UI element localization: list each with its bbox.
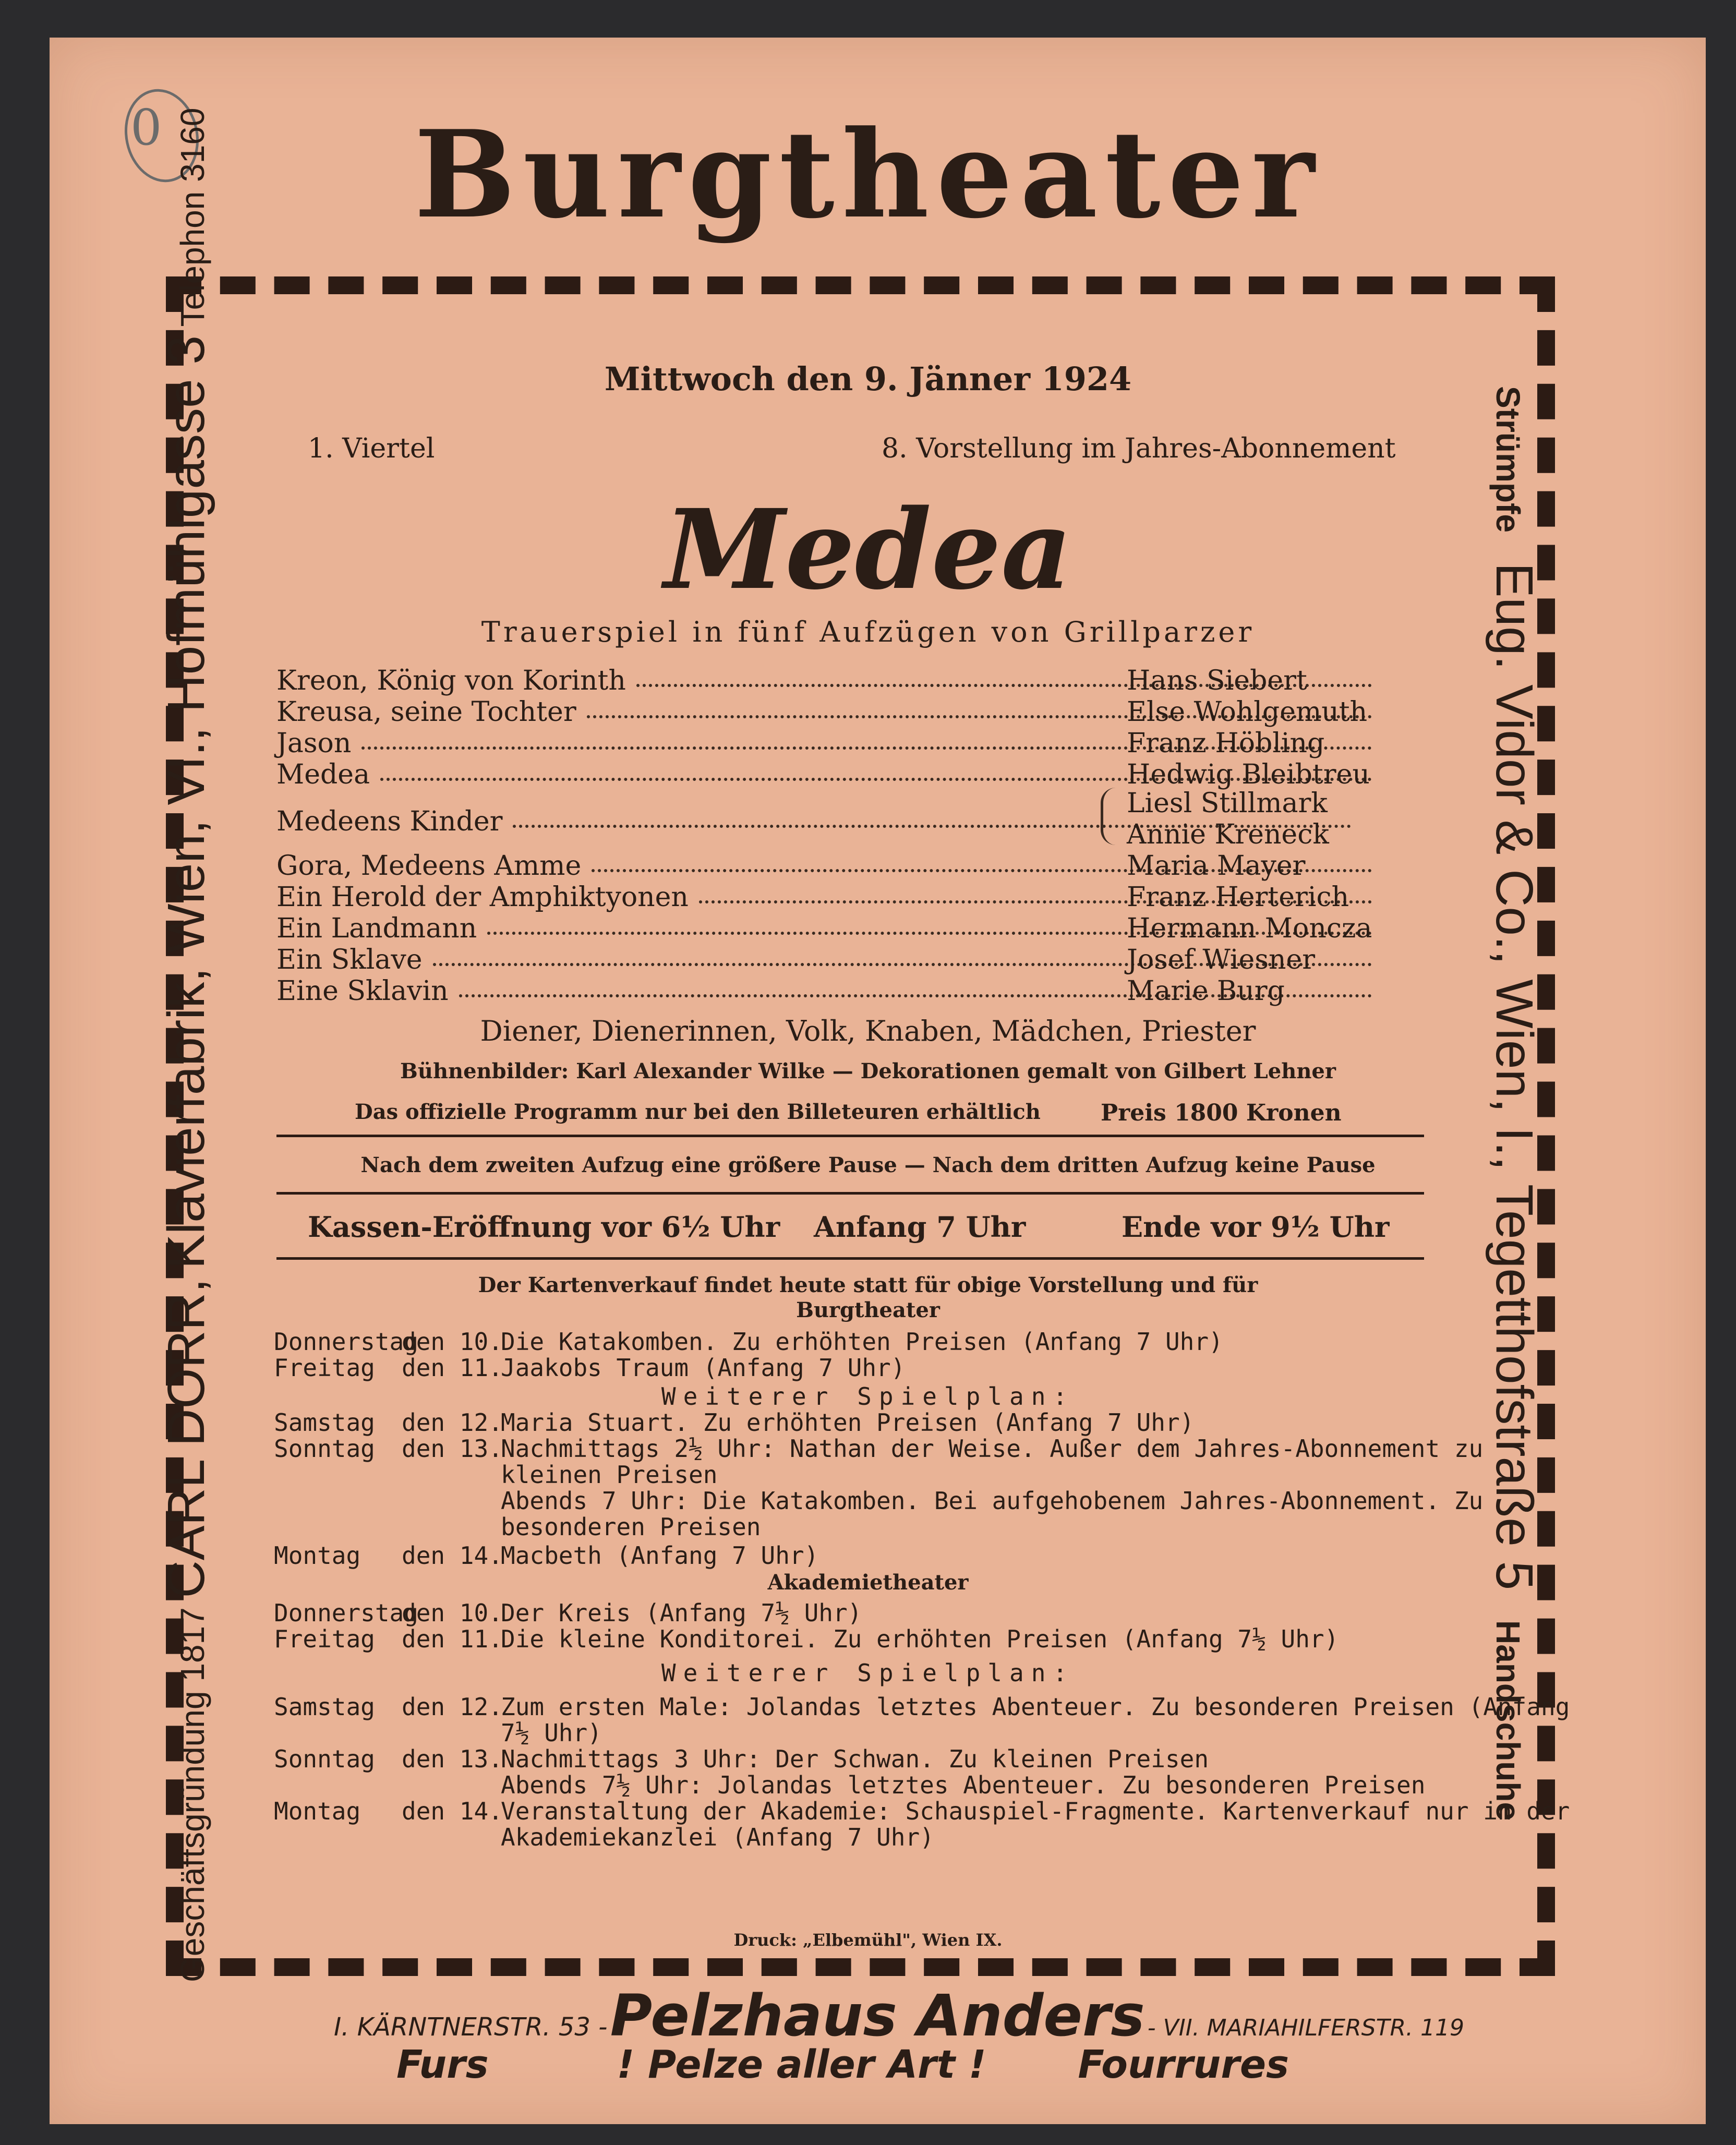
cast-actor: Hedwig Bleibtreu xyxy=(1127,759,1370,790)
stage-design-credit: Bühnenbilder: Karl Alexander Wilke — Dekorationen gemalt von Gilbert Lehner xyxy=(400,1059,1336,1083)
play-title: Medea xyxy=(664,485,1072,614)
brace xyxy=(1101,788,1116,845)
ad-fourrures: Fourrures xyxy=(1078,2042,1289,2087)
schedule-text: Veranstaltung der Akademie: Schauspiel-Fragmente. Kartenverkauf nur in der xyxy=(501,1797,1570,1825)
schedule-date: den 10. xyxy=(402,1599,503,1627)
schedule-date: den 12. xyxy=(402,1408,503,1437)
ad-item-stockings: Strümpfe xyxy=(1489,386,1527,533)
schedule-day: Donnerstag xyxy=(274,1328,418,1356)
doors-time: Kassen-Eröffnung vor 6½ Uhr xyxy=(308,1210,780,1244)
cast-row: Medeens Kinder xyxy=(276,806,1361,836)
schedule-text: Nachmittags 2½ Uhr: Nathan der Weise. Außer dem Jahres-Abonnement zu xyxy=(501,1435,1484,1463)
schedule-date: den 13. xyxy=(402,1745,503,1773)
sale-note: Der Kartenverkauf findet heute statt für obige Vorstellung und für xyxy=(478,1273,1258,1297)
cast-row: Gora, Medeens Amme xyxy=(276,850,1382,881)
ad-address-left: I. KÄRNTNERSTR. 53 - xyxy=(334,2013,608,2042)
ad-furs: Furs xyxy=(396,2042,489,2087)
cast-row: Kreusa, seine Tochter xyxy=(276,696,1382,727)
schedule-text: Maria Stuart. Zu erhöhten Preisen (Anfang 7 Uhr) xyxy=(501,1408,1195,1437)
program-note: Das offizielle Programm nur bei den Billeteuren erhältlich xyxy=(355,1100,1041,1124)
schedule-text: Jaakobs Traum (Anfang 7 Uhr) xyxy=(501,1354,906,1382)
schedule-day: Sonntag xyxy=(274,1435,375,1463)
program-price: Preis 1800 Kronen xyxy=(1101,1100,1342,1126)
schedule-text: Die kleine Konditorei. Zu erhöhten Preisen (Anfang 7½ Uhr) xyxy=(501,1625,1339,1653)
cast-actor: Annie Kreneck xyxy=(1127,819,1329,850)
cast-actor: Franz Herterich xyxy=(1127,882,1349,913)
schedule-date: den 12. xyxy=(402,1693,503,1721)
cast-row: Ein Landmann xyxy=(276,913,1382,943)
cast-actor: Hermann Moncza xyxy=(1127,913,1372,944)
divider xyxy=(276,1257,1424,1260)
schedule-date: den 11. xyxy=(402,1625,503,1653)
schedule-text-cont: besonderen Preisen xyxy=(501,1513,761,1541)
schedule-day: Samstag xyxy=(274,1408,375,1437)
right-side-advertisement xyxy=(1484,386,1544,1847)
ad-company: Eug. Vidor & Co., Wien, I., Tegetthofstraße 5 xyxy=(1485,562,1544,1590)
ad-address: Klavierfabrik, Wien, VI., Hofmühlgasse 3 xyxy=(157,335,215,1269)
performance-date: Mittwoch den 9. Jänner 1924 xyxy=(604,360,1132,398)
cast-row: Medea xyxy=(276,759,1382,789)
cast-actor: Liesl Stillmark xyxy=(1127,788,1328,819)
ad-brand: Pelzhaus Anders xyxy=(610,1982,1145,2049)
schedule-text: Die Katakomben. Zu erhöhten Preisen (Anfang 7 Uhr) xyxy=(501,1328,1223,1356)
bottom-advertisement-tagline xyxy=(396,2042,1289,2087)
further-label: Weiterer Spielplan: xyxy=(661,1382,1075,1411)
schedule-date: den 13. xyxy=(402,1435,503,1463)
schedule-text-cont: 7½ Uhr) xyxy=(501,1719,602,1747)
ad-pelze: ! Pelze aller Art ! xyxy=(617,2042,986,2087)
ad-address-right: - VII. MARIAHILFERSTR. 119 xyxy=(1147,2015,1464,2041)
cast-row: Jason xyxy=(276,728,1382,758)
play-subtitle: Trauerspiel in fünf Aufzügen von Grillparzer xyxy=(481,616,1255,648)
cast-actor: Else Wohlgemuth xyxy=(1127,696,1368,728)
schedule-day: Freitag xyxy=(274,1625,375,1653)
cast-row: Ein Sklave xyxy=(276,944,1382,974)
cast-row: Kreon, König von Korinth xyxy=(276,665,1382,695)
schedule-day: Sonntag xyxy=(274,1745,375,1773)
quarter-label: 1. Viertel xyxy=(308,433,435,464)
start-time: Anfang 7 Uhr xyxy=(814,1210,1026,1244)
schedule-date: den 14. xyxy=(402,1797,503,1825)
schedule-text-cont: kleinen Preisen xyxy=(501,1461,718,1489)
burg-header: Burgtheater xyxy=(796,1298,940,1322)
cast-actor: Marie Burg xyxy=(1127,975,1285,1007)
schedule-text-cont: Akademiekanzlei (Anfang 7 Uhr) xyxy=(501,1823,934,1851)
ad-company: CARL DORR, xyxy=(157,1278,215,1598)
schedule-text: Nachmittags 3 Uhr: Der Schwan. Zu kleinen Preisen xyxy=(501,1745,1209,1773)
ad-founded: Geschäftsgründung 1817 xyxy=(174,1607,211,1982)
schedule-date: den 11. xyxy=(402,1354,503,1382)
schedule-day: Samstag xyxy=(274,1693,375,1721)
ad-item-gloves: Handschuhe xyxy=(1489,1620,1527,1821)
akademie-header: Akademietheater xyxy=(767,1570,969,1595)
pencil-mark: 0 xyxy=(130,99,162,156)
extras-line: Diener, Dienerinnen, Volk, Knaben, Mädchen, Priester xyxy=(480,1015,1256,1047)
schedule-day: Montag xyxy=(274,1797,361,1825)
cast-actor: Hans Siebert xyxy=(1127,665,1307,696)
divider xyxy=(276,1135,1424,1137)
cast-actor: Maria Mayer xyxy=(1127,850,1306,882)
schedule-text-cont: Abends 7½ Uhr: Jolandas letztes Abenteuer. Zu besonderen Preisen xyxy=(501,1771,1426,1799)
cast-actor: Franz Höbling xyxy=(1127,728,1325,759)
schedule-day: Freitag xyxy=(274,1354,375,1382)
further-label: Weiterer Spielplan: xyxy=(661,1659,1075,1687)
schedule-day: Montag xyxy=(274,1541,361,1570)
schedule-text-cont: Abends 7 Uhr: Die Katakomben. Bei aufgehobenem Jahres-Abonnement. Zu xyxy=(501,1487,1484,1515)
bottom-advertisement xyxy=(334,1982,1464,2049)
cast-actor: Josef Wiesner xyxy=(1127,944,1316,975)
schedule-date: den 10. xyxy=(402,1328,503,1356)
cast-row: Ein Herold der Amphiktyonen xyxy=(276,882,1382,912)
pause-note: Nach dem zweiten Aufzug eine größere Pause — Nach dem dritten Aufzug keine Pause xyxy=(360,1153,1376,1177)
left-side-advertisement xyxy=(156,107,216,1982)
schedule-text: Zum ersten Male: Jolandas letztes Abenteuer. Zu besonderen Preisen (Anfang xyxy=(501,1693,1570,1721)
theater-title: Burgtheater xyxy=(414,104,1322,245)
printer-credit: Druck: „Elbemühl", Wien IX. xyxy=(733,1930,1003,1950)
schedule-text: Macbeth (Anfang 7 Uhr) xyxy=(501,1541,819,1570)
schedule-date: den 14. xyxy=(402,1541,503,1570)
schedule-day: Donnerstag xyxy=(274,1599,418,1627)
ad-phone: Telephon 3160 xyxy=(174,107,211,327)
divider xyxy=(276,1192,1424,1195)
end-time: Ende vor 9½ Uhr xyxy=(1122,1210,1390,1244)
schedule-text: Der Kreis (Anfang 7½ Uhr) xyxy=(501,1599,862,1627)
subscription-label: 8. Vorstellung im Jahres-Abonnement xyxy=(882,433,1396,464)
cast-row: Eine Sklavin xyxy=(276,975,1382,1006)
